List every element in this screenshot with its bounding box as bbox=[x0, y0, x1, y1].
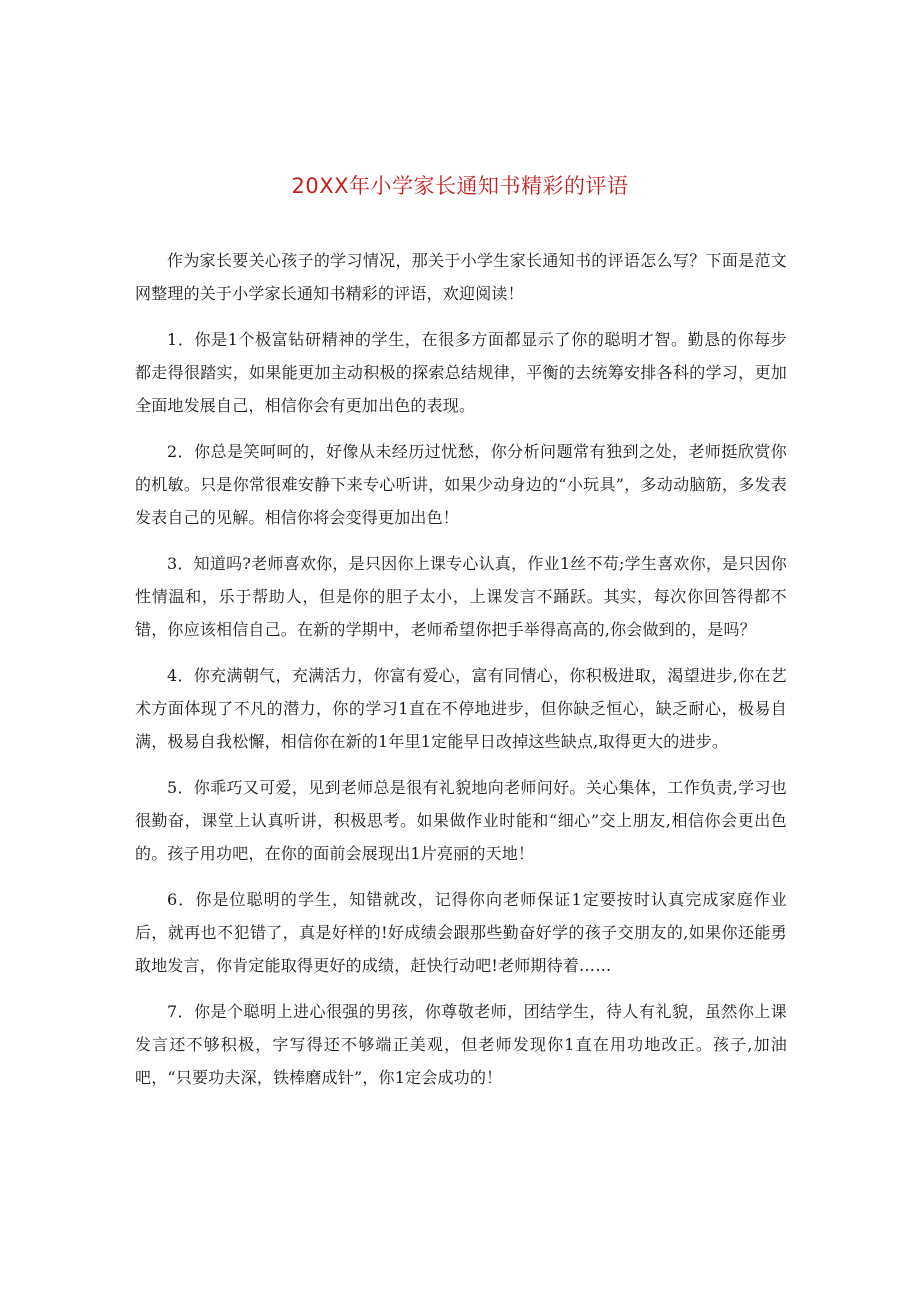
comment-paragraph-1: 1．你是1个极富钻研精神的学生，在很多方面都显示了你的聪明才智。勤恳的你每步都走得很踏实，如果能更加主动积极的探索总结规律，平衡的去统筹安排各科的学习，更加全面地发展自己，相信你会有更加出色的表现。 bbox=[135, 330, 787, 415]
document-title: 20XX年小学家长通知书精彩的评语 bbox=[291, 174, 629, 198]
comment-paragraph-6: 6．你是位聪明的学生，知错就改，记得你向老师保证1定要按时认真完成家庭作业后，就再也不犯错了，真是好样的!好成绩会跟那些勤奋好学的孩子交朋友的,如果你还能勇敢地发言，你肯定能取得更好的成绩，赶快行动吧!老师期待着…… bbox=[135, 890, 787, 975]
comment-paragraph-3: 3．知道吗?老师喜欢你，是只因你上课专心认真，作业1丝不苟;学生喜欢你，是只因你性情温和，乐于帮助人，但是你的胆子太小，上课发言不踊跃。其实，每次你回答得都不错，你应该相信自己。在新的学期中，老师希望你把手举得高高的,你会做到的，是吗？ bbox=[135, 554, 787, 639]
comment-paragraph-4: 4．你充满朝气，充满活力，你富有爱心，富有同情心，你积极进取，渴望进步,你在艺术方面体现了不凡的潜力，你的学习1直在不停地进步，但你缺乏恒心，缺乏耐心，极易自满，极易自我松懈，相信你在新的1年里1定能早日改掉这些缺点,取得更大的进步。 bbox=[135, 666, 787, 751]
intro-paragraph: 作为家长要关心孩子的学习情况，那关于小学生家长通知书的评语怎么写？下面是范文网整理的关于小学家长通知书精彩的评语，欢迎阅读！ bbox=[135, 251, 787, 303]
comment-paragraph-7: 7．你是个聪明上进心很强的男孩，你尊敬老师，团结学生，待人有礼貌，虽然你上课发言还不够积极，字写得还不够端正美观，但老师发现你1直在用功地改正。孩子,加油吧，“只要功夫深，铁棒磨成针”，你1定会成功的！ bbox=[135, 1002, 787, 1087]
document-body bbox=[135, 244, 787, 1107]
comment-paragraph-5: 5．你乖巧又可爱，见到老师总是很有礼貌地向老师问好。关心集体，工作负责,学习也很勤奋，课堂上认真听讲，积极思考。如果做作业时能和“细心”交上朋友,相信你会更出色的。孩子用功吧，在你的面前会展现出1片亮丽的天地！ bbox=[135, 778, 787, 863]
comment-paragraph-2: 2．你总是笑呵呵的，好像从未经历过忧愁，你分析问题常有独到之处，老师挺欣赏你的机敏。只是你常很难安静下来专心听讲，如果少动身边的“小玩具”，多动动脑筋，多发表发表自己的见解。相信你将会变得更加出色！ bbox=[135, 442, 787, 527]
